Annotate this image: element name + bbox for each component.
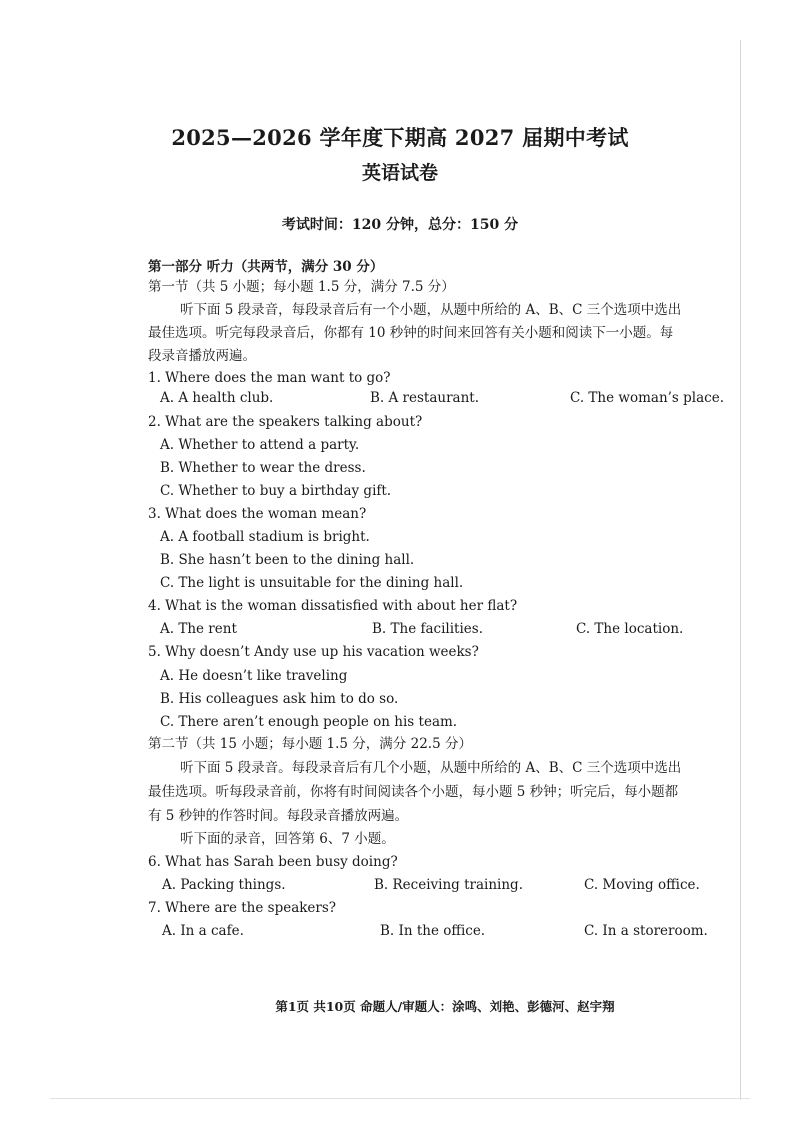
option-c: C. Whether to buy a birthday gift. xyxy=(160,483,392,499)
page-footer: 第1页 共10页 命题人/审题人：涂鸣、刘艳、彭德河、赵宇翔 xyxy=(275,999,615,1014)
part1-heading: 第一部分 听力（共两节，满分 30 分） xyxy=(148,259,384,275)
section1-heading: 第一节（共 5 小题；每小题 1.5 分，满分 7.5 分） xyxy=(148,279,455,295)
option-a: A. A football stadium is bright. xyxy=(160,529,370,545)
section2-instruction-line: 有 5 秒钟的作答时间。每段录音播放两遍。 xyxy=(148,808,409,824)
option-c: C. The woman’s place. xyxy=(570,390,724,406)
option-b: B. The facilities. xyxy=(372,621,483,637)
section2-heading: 第二节（共 15 小题；每小题 1.5 分，满分 22.5 分） xyxy=(148,736,472,752)
option-b: B. A restaurant. xyxy=(370,390,479,406)
question-stem: 1. Where does the man want to go? xyxy=(148,370,391,386)
options-row xyxy=(162,875,782,895)
option-a: A. A health club. xyxy=(160,390,274,406)
exam-subtitle: 英语试卷 xyxy=(361,162,438,184)
option-c: C. Moving office. xyxy=(584,877,700,893)
page-bottom-edge xyxy=(50,1098,750,1099)
question-stem: 2. What are the speakers talking about? xyxy=(148,414,423,430)
options-row xyxy=(162,921,782,941)
option-b: B. Receiving training. xyxy=(374,877,523,893)
option-b: B. She hasn’t been to the dining hall. xyxy=(160,552,415,568)
section2-instruction-line: 听下面 5 段录音。每段录音后有几个小题，从题中所给的 A、B、C 三个选项中选出 xyxy=(180,760,682,776)
option-c: C. There aren’t enough people on his team. xyxy=(160,714,458,730)
section1-instruction-line: 听下面 5 段录音，每段录音后有一个小题，从题中所给的 A、B、C 三个选项中选出 xyxy=(180,302,682,318)
question-stem: 6. What has Sarah been busy doing? xyxy=(148,854,398,870)
option-c: C. The location. xyxy=(576,621,684,637)
question-stem: 3. What does the woman mean? xyxy=(148,506,367,522)
section1-instruction-line: 最佳选项。听完每段录音后，你都有 10 秒钟的时间来回答有关小题和阅读下一小题。每 xyxy=(148,325,674,341)
option-b: B. In the office. xyxy=(380,923,486,939)
option-b: B. His colleagues ask him to do so. xyxy=(160,691,399,707)
page-edge-shadow xyxy=(740,40,741,1100)
option-a: A. He doesn’t like traveling xyxy=(160,668,348,684)
option-b: B. Whether to wear the dress. xyxy=(160,460,366,476)
exam-title: 2025—2026 学年度下期高 2027 届期中考试 xyxy=(171,125,629,150)
option-a: A. The rent xyxy=(160,621,237,637)
options-row xyxy=(160,388,780,408)
section2-instruction-line: 最佳选项。听每段录音前，你将有时间阅读各个小题，每小题 5 秒钟；听完后，每小题都 xyxy=(148,784,679,800)
section1-instruction-line: 段录音播放两遍。 xyxy=(148,348,256,364)
option-c: C. The light is unsuitable for the dining hall. xyxy=(160,575,464,591)
option-a: A. In a cafe. xyxy=(162,923,244,939)
options-row xyxy=(160,619,780,639)
question-stem: 4. What is the woman dissatisfied with about her flat? xyxy=(148,598,518,614)
question-group-note: 听下面的录音，回答第 6、7 小题。 xyxy=(180,831,395,847)
exam-time-and-score: 考试时间：120 分钟，总分：150 分 xyxy=(281,217,519,233)
question-stem: 7. Where are the speakers? xyxy=(148,900,337,916)
option-a: A. Whether to attend a party. xyxy=(160,437,360,453)
option-a: A. Packing things. xyxy=(162,877,286,893)
question-stem: 5. Why doesn’t Andy use up his vacation weeks? xyxy=(148,644,479,660)
option-c: C. In a storeroom. xyxy=(584,923,708,939)
